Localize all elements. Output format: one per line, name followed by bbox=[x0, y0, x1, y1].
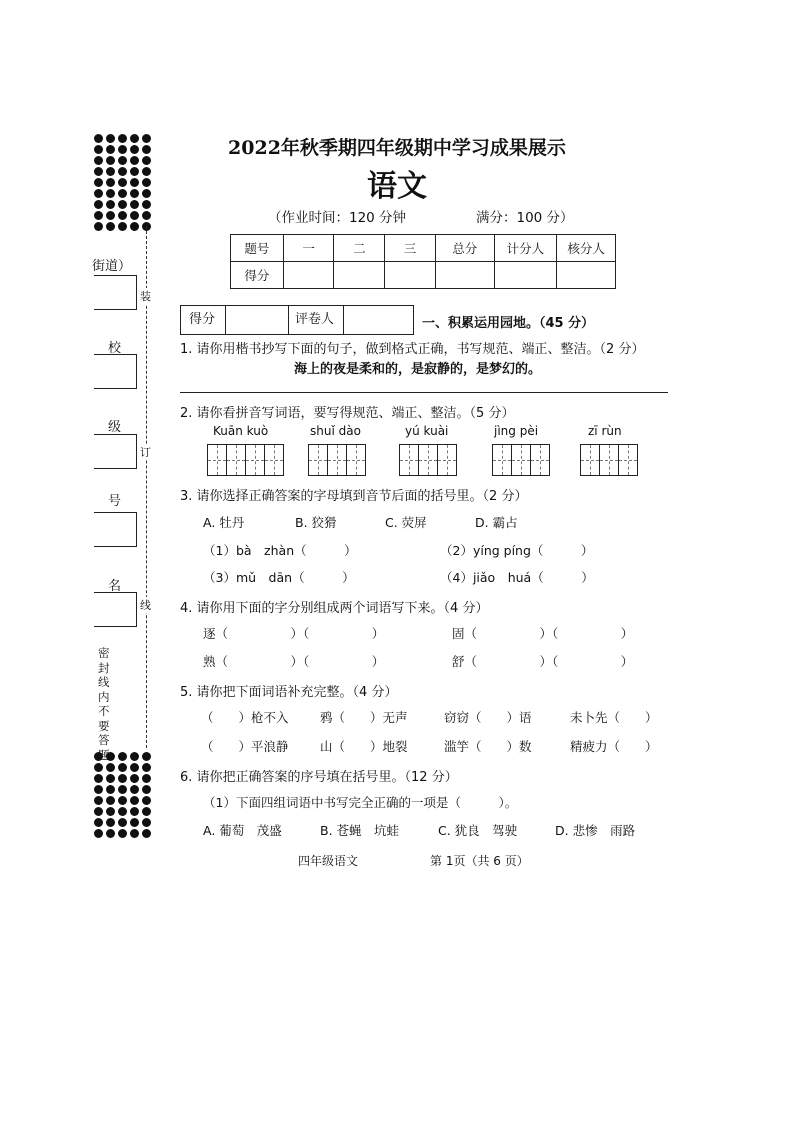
decorative-dot bbox=[106, 211, 115, 220]
binding-field-number[interactable] bbox=[94, 512, 137, 547]
decorative-dot bbox=[106, 222, 115, 231]
table-cell: 总分 bbox=[435, 235, 494, 262]
section-grader-input[interactable] bbox=[343, 306, 414, 334]
score-input-cell[interactable] bbox=[494, 262, 557, 289]
score-input-cell[interactable] bbox=[283, 262, 334, 289]
binding-label-name: 名 bbox=[108, 579, 122, 594]
decorative-dot bbox=[118, 222, 127, 231]
table-cell: 得分 bbox=[231, 262, 284, 289]
q2-answer-grid-5[interactable] bbox=[580, 444, 638, 476]
q4-item-1[interactable]: 逐（ ）（ ） bbox=[203, 626, 385, 641]
decorative-dot bbox=[94, 796, 103, 805]
table-cell: 核分人 bbox=[557, 235, 616, 262]
q3-option-c: C. 荧屏 bbox=[385, 515, 427, 530]
q6-option-b: B. 苍蝇 坑蛙 bbox=[320, 823, 400, 838]
decorative-dot bbox=[130, 796, 139, 805]
seal-char-ding: 订 bbox=[140, 446, 151, 459]
binding-label-class: 级 bbox=[108, 420, 122, 435]
q2-prompt: 2. 请你看拼音写词语，要写得规范、端正、整洁。（5 分） bbox=[180, 406, 515, 421]
q5-item[interactable]: 鸦（ ）无声 bbox=[320, 710, 408, 725]
seal-char-zhuang: 装 bbox=[140, 290, 151, 303]
q2-answer-grid-2[interactable] bbox=[308, 444, 366, 476]
binding-label-school: 校 bbox=[108, 341, 122, 356]
seal-vertical-note: 密封线内不要答题 bbox=[98, 646, 110, 762]
score-input-cell[interactable] bbox=[385, 262, 436, 289]
section-score-input[interactable] bbox=[225, 306, 289, 334]
q5-prompt: 5. 请你把下面词语补充完整。（4 分） bbox=[180, 685, 398, 700]
q5-item[interactable]: 未卜先（ ） bbox=[570, 710, 658, 725]
decorative-dot bbox=[94, 818, 103, 827]
q5-item[interactable]: 滥竽（ ）数 bbox=[444, 739, 532, 754]
footer-page-number: 第 1页（共 6 页） bbox=[430, 854, 529, 868]
decorative-dot bbox=[130, 222, 139, 231]
q5-item[interactable]: 山（ ）地裂 bbox=[320, 739, 408, 754]
q5-item[interactable]: 精疲力（ ） bbox=[570, 739, 658, 754]
decorative-dot bbox=[118, 211, 127, 220]
binding-label-number: 号 bbox=[108, 494, 122, 509]
q2-answer-grid-3[interactable] bbox=[399, 444, 457, 476]
q3-item-2[interactable]: （2）yíng píng（ ） bbox=[440, 543, 594, 558]
section-score-box bbox=[180, 305, 414, 335]
decorative-dot bbox=[142, 829, 151, 838]
q3-option-d: D. 霸占 bbox=[475, 515, 518, 530]
decorative-dot bbox=[130, 211, 139, 220]
score-table bbox=[230, 234, 616, 289]
decorative-dot bbox=[130, 807, 139, 816]
q2-answer-grid-1[interactable] bbox=[207, 444, 284, 476]
decorative-dot bbox=[142, 807, 151, 816]
section-score-label: 得分 bbox=[189, 312, 216, 327]
q1-prompt: 1. 请你用楷书抄写下面的句子，做到格式正确，书写规范、端正、整洁。（2 分） bbox=[180, 342, 645, 357]
decorative-dot bbox=[142, 796, 151, 805]
decorative-dot bbox=[142, 774, 151, 783]
q1-writing-line[interactable] bbox=[180, 392, 668, 393]
decorative-dot bbox=[142, 752, 151, 761]
binding-field-class[interactable] bbox=[94, 434, 137, 469]
decorative-dot bbox=[94, 785, 103, 794]
q5-item[interactable]: （ ）枪不入 bbox=[201, 710, 289, 725]
score-input-cell[interactable] bbox=[557, 262, 616, 289]
score-input-cell[interactable] bbox=[435, 262, 494, 289]
q2-pinyin-5: zī rùn bbox=[588, 424, 622, 438]
q2-pinyin-2: shuǐ dào bbox=[310, 424, 361, 438]
binding-field-name[interactable] bbox=[94, 592, 137, 627]
decorative-dot bbox=[106, 807, 115, 816]
q6-option-a: A. 葡萄 茂盛 bbox=[203, 823, 282, 838]
score-table-score-row bbox=[231, 262, 616, 289]
section-title: 一、积累运用园地。（45 分） bbox=[422, 316, 595, 331]
q5-item[interactable]: 窃窃（ ）语 bbox=[444, 710, 532, 725]
footer-subject: 四年级语文 bbox=[298, 854, 359, 868]
q3-item-1[interactable]: （1）bà zhàn（ ） bbox=[203, 543, 357, 558]
decorative-dot bbox=[142, 211, 151, 220]
decorative-dot bbox=[130, 829, 139, 838]
decorative-dot bbox=[118, 752, 127, 761]
table-cell: 二 bbox=[334, 235, 385, 262]
decorative-dot bbox=[118, 807, 127, 816]
q2-answer-grid-4[interactable] bbox=[492, 444, 550, 476]
table-cell: 三 bbox=[385, 235, 436, 262]
q4-item-4[interactable]: 舒（ ）（ ） bbox=[452, 654, 634, 669]
q3-item-3[interactable]: （3）mǔ dān（ ） bbox=[203, 570, 355, 585]
q4-item-2[interactable]: 固（ ）（ ） bbox=[452, 626, 634, 641]
binding-field-street[interactable] bbox=[94, 275, 137, 310]
decorative-dot bbox=[130, 763, 139, 772]
decorative-dot bbox=[106, 796, 115, 805]
decorative-dot bbox=[130, 752, 139, 761]
q2-pinyin-1: Kuān kuò bbox=[213, 424, 269, 438]
q6-sub1-prompt[interactable]: （1）下面四组词语中书写完全正确的一项是（ ）。 bbox=[203, 795, 518, 810]
decorative-dot bbox=[130, 785, 139, 794]
decorative-dot bbox=[118, 829, 127, 838]
decorative-dot bbox=[106, 763, 115, 772]
score-table-header-row bbox=[231, 235, 616, 262]
full-score-info: 满分：100 分） bbox=[476, 210, 574, 226]
binding-dashed-line bbox=[146, 226, 147, 748]
subject-title: 语文 bbox=[367, 169, 427, 204]
score-input-cell[interactable] bbox=[334, 262, 385, 289]
decorative-dot bbox=[118, 796, 127, 805]
decorative-dot bbox=[118, 763, 127, 772]
decorative-dot bbox=[142, 818, 151, 827]
table-cell: 计分人 bbox=[494, 235, 557, 262]
q6-prompt: 6. 请你把正确答案的序号填在括号里。（12 分） bbox=[180, 770, 458, 785]
decorative-dot bbox=[130, 818, 139, 827]
decorative-dot bbox=[94, 222, 103, 231]
q2-pinyin-4: jìng pèi bbox=[494, 424, 539, 438]
seal-char-xian: 线 bbox=[140, 599, 151, 612]
table-cell: 题号 bbox=[231, 235, 284, 262]
decorative-dot-pattern-bottom bbox=[94, 752, 152, 838]
q3-item-4[interactable]: （4）jiǎo huá（ ） bbox=[440, 570, 594, 585]
decorative-dot bbox=[94, 807, 103, 816]
decorative-dot bbox=[94, 211, 103, 220]
decorative-dot bbox=[142, 785, 151, 794]
decorative-dot bbox=[94, 829, 103, 838]
exam-title: 2022年秋季期四年级期中学习成果展示 bbox=[228, 137, 566, 159]
section-grader-label: 评卷人 bbox=[295, 312, 335, 327]
decorative-dot bbox=[106, 829, 115, 838]
decorative-dot bbox=[130, 774, 139, 783]
q4-prompt: 4. 请你用下面的字分别组成两个词语写下来。（4 分） bbox=[180, 601, 489, 616]
decorative-dot bbox=[94, 774, 103, 783]
decorative-dot bbox=[118, 785, 127, 794]
binding-label-street: 街道） bbox=[92, 259, 132, 274]
q6-option-d: D. 悲惨 雨路 bbox=[555, 823, 636, 838]
binding-field-school[interactable] bbox=[94, 354, 137, 389]
decorative-dot bbox=[118, 818, 127, 827]
q3-option-a: A. 牡丹 bbox=[203, 515, 245, 530]
decorative-dot bbox=[94, 763, 103, 772]
decorative-dot bbox=[106, 785, 115, 794]
q3-prompt: 3. 请你选择正确答案的字母填到音节后面的括号里。（2 分） bbox=[180, 489, 528, 504]
q1-sentence: 海上的夜是柔和的，是寂静的，是梦幻的。 bbox=[294, 362, 542, 377]
q6-option-c: C. 犹良 驾驶 bbox=[438, 823, 518, 838]
decorative-dot bbox=[106, 818, 115, 827]
decorative-dot bbox=[142, 763, 151, 772]
q3-option-b: B. 狡猾 bbox=[295, 515, 337, 530]
decorative-dot bbox=[106, 774, 115, 783]
table-cell: 一 bbox=[283, 235, 334, 262]
q5-item[interactable]: （ ）平浪静 bbox=[201, 739, 289, 754]
time-info: （作业时间：120 分钟 bbox=[268, 210, 407, 226]
decorative-dot bbox=[118, 774, 127, 783]
q2-pinyin-3: yú kuài bbox=[405, 424, 449, 438]
q4-item-3[interactable]: 熟（ ）（ ） bbox=[203, 654, 385, 669]
